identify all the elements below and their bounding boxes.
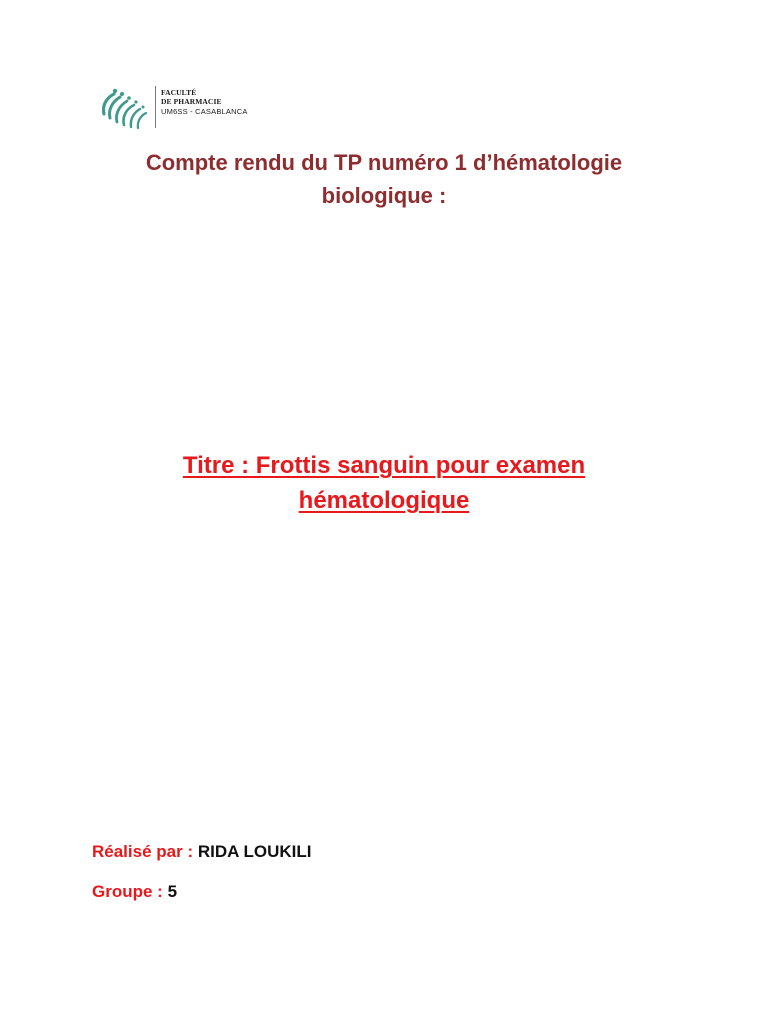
author-name: RIDA LOUKILI	[197, 842, 312, 861]
author-line	[92, 840, 311, 864]
group-number: 5	[167, 882, 178, 901]
subject-title	[0, 448, 768, 518]
logo-pharmacy-label: DE PHARMACIE	[161, 97, 222, 106]
report-title-line-1: Compte rendu du TP numéro 1 d’hématologie	[145, 150, 623, 175]
logo-divider	[155, 86, 156, 128]
group-line	[92, 880, 177, 904]
author-label: Réalisé par :	[92, 842, 198, 861]
logo-faculty-label: FACULTÉ	[161, 88, 197, 97]
subject-title-line-1: Titre : Frottis sanguin pour examen	[182, 452, 586, 479]
logo-text	[161, 88, 248, 117]
logo-university-label: UM6SS - CASABLANCA	[161, 107, 248, 116]
report-title	[0, 146, 768, 212]
group-label: Groupe :	[92, 882, 168, 901]
faculty-emblem-icon	[100, 84, 152, 132]
subject-title-line-2: hématologique	[298, 487, 470, 514]
faculty-logo	[100, 84, 280, 132]
report-title-line-2: biologique :	[321, 183, 447, 208]
